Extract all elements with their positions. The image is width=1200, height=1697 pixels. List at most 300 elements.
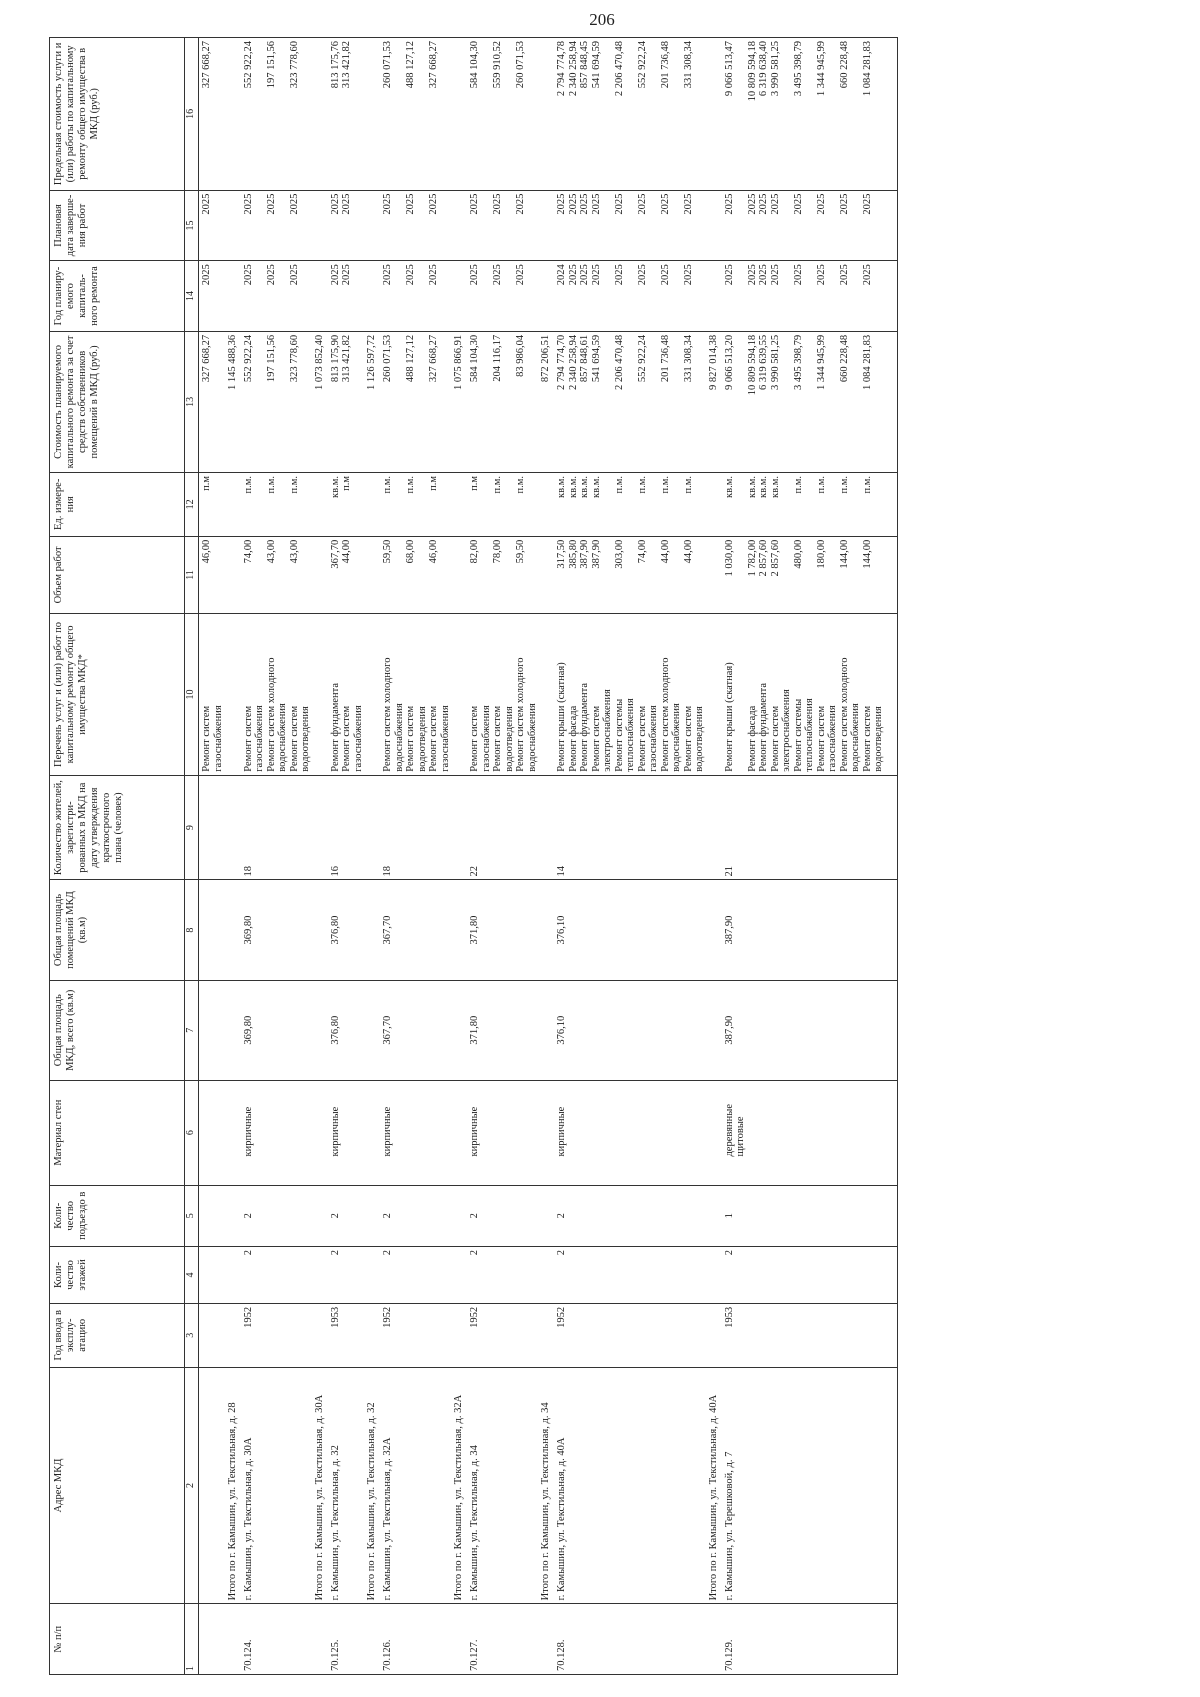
repair-plan-table <box>49 37 898 1675</box>
area-total: 387,90 <box>724 980 736 1080</box>
work-end-date: 2025 <box>199 190 214 261</box>
work-limit-cost: 541 694,59 <box>591 38 603 191</box>
floors-count: 2 <box>724 1247 736 1304</box>
work-unit: кв.м. <box>747 472 759 536</box>
work-name-continued: газоснабжения <box>648 614 660 776</box>
work-name: Ремонт системы <box>793 614 805 776</box>
work-cost: 488 127,12 <box>405 331 417 472</box>
work-unit: п.м <box>428 472 440 536</box>
total-row <box>538 38 556 1675</box>
work-volume: 43,00 <box>266 536 278 613</box>
work-cost: 331 308,34 <box>683 331 695 472</box>
work-cost: 201 736,48 <box>660 331 672 472</box>
table-row <box>428 38 440 1675</box>
work-limit-cost: 260 071,53 <box>382 38 394 191</box>
work-end-date: 2025 <box>839 190 851 261</box>
work-name-continued: водоснабжения <box>277 614 289 776</box>
floors-count: 2 <box>382 1247 394 1304</box>
work-year: 2025 <box>839 261 851 332</box>
col-header-area-premises: Общая площадь помещений МКД (кв.м) <box>50 880 185 980</box>
table-row <box>648 38 660 1675</box>
work-limit-cost: 6 319 638,40 <box>758 38 770 191</box>
work-end-date: 2025 <box>289 190 301 261</box>
table-row <box>827 38 839 1675</box>
area-total: 369,80 <box>243 980 255 1080</box>
table-row <box>591 38 603 1675</box>
column-number: 10 <box>185 614 199 776</box>
work-end-date: 2025 <box>469 190 481 261</box>
entrances-count: 1 <box>724 1185 736 1246</box>
table-row <box>850 38 862 1675</box>
area-total: 367,70 <box>382 980 394 1080</box>
work-unit: п.м. <box>683 472 695 536</box>
work-name-continued: водоотведения <box>300 614 312 776</box>
floors-count: 2 <box>469 1247 481 1304</box>
col-header-num: № п/п <box>50 1604 185 1675</box>
column-number: 3 <box>185 1303 199 1367</box>
table-row <box>243 38 255 1675</box>
work-unit: кв.м. <box>579 472 591 536</box>
area-premises: 367,70 <box>382 880 394 980</box>
total-row <box>312 38 330 1675</box>
work-limit-cost: 660 228,48 <box>839 38 851 191</box>
work-year: 2025 <box>341 261 353 332</box>
work-limit-cost: 197 151,56 <box>266 38 278 191</box>
work-name: Ремонт систем <box>637 614 649 776</box>
work-unit: кв.м. <box>556 472 568 536</box>
work-year: 2025 <box>199 261 214 332</box>
work-volume: 317,50 <box>556 536 568 613</box>
col-header-cost: Стоимость планируемого капитального ремонта за счет средств собственников помещений в МКД (руб.) <box>50 331 185 472</box>
table-row <box>816 38 828 1675</box>
work-name: Ремонт систем <box>405 614 417 776</box>
work-volume: 144,00 <box>862 536 874 613</box>
table-row <box>694 38 706 1675</box>
work-cost: 197 151,56 <box>266 331 278 472</box>
table-row <box>862 38 874 1675</box>
work-unit: п.м. <box>660 472 672 536</box>
work-name: Ремонт систем <box>428 614 440 776</box>
work-end-date: 2025 <box>243 190 255 261</box>
work-cost: 327 668,27 <box>428 331 440 472</box>
table-row <box>515 38 527 1675</box>
work-end-date: 2025 <box>428 190 440 261</box>
area-total: 376,10 <box>556 980 568 1080</box>
work-end-date: 2025 <box>793 190 805 261</box>
work-limit-cost: 1 084 281,83 <box>862 38 874 191</box>
work-end-date: 2025 <box>614 190 626 261</box>
year-built: 1952 <box>556 1303 568 1367</box>
work-name: Ремонт системы <box>614 614 626 776</box>
work-volume: 385,80 <box>568 536 580 613</box>
work-limit-cost: 2 340 258,94 <box>568 38 580 191</box>
table-row <box>254 38 266 1675</box>
total-cost: 1 073 852,40 <box>312 331 330 472</box>
work-year: 2025 <box>770 261 782 332</box>
work-name: Ремонт систем <box>591 614 603 776</box>
work-unit: п.м. <box>816 472 828 536</box>
table-row <box>804 38 816 1675</box>
work-volume: 1 030,00 <box>724 536 736 613</box>
total-label: Итого по г. Камышин, ул. Текстильная, д. 30А <box>312 1367 330 1604</box>
table-row <box>781 38 793 1675</box>
work-unit: п.м. <box>614 472 626 536</box>
table-row <box>747 38 759 1675</box>
work-cost: 260 071,53 <box>382 331 394 472</box>
work-volume: 144,00 <box>839 536 851 613</box>
column-number-row <box>185 38 199 1675</box>
work-name-continued: теплоснабжения <box>804 614 816 776</box>
work-name: Ремонт систем холодного <box>266 614 278 776</box>
work-cost: 2 340 258,94 <box>568 331 580 472</box>
work-name-continued: газоснабжения <box>827 614 839 776</box>
work-limit-cost: 260 071,53 <box>515 38 527 191</box>
work-end-date: 2025 <box>556 190 568 261</box>
house-address: г. Камышин, ул. Текстильная, д. 32А <box>382 1367 394 1604</box>
work-end-date: 2025 <box>816 190 828 261</box>
work-year: 2025 <box>724 261 736 332</box>
work-name: Ремонт фасада <box>568 614 580 776</box>
work-name: Ремонт систем <box>816 614 828 776</box>
work-volume: 82,00 <box>469 536 481 613</box>
row-number: 70.124. <box>243 1604 255 1675</box>
repair-plan-sheet <box>49 37 1184 1675</box>
total-row <box>451 38 469 1675</box>
col-header-area-total: Общая площадь МКД, всего (кв.м) <box>50 980 185 1080</box>
work-cost: 1 084 281,83 <box>862 331 874 472</box>
work-name-continued: газоснабжения <box>353 614 365 776</box>
residents-count: 16 <box>330 775 342 880</box>
work-cost: 327 668,27 <box>199 331 214 472</box>
header-row <box>50 38 185 1675</box>
table-row <box>266 38 278 1675</box>
work-end-date: 2025 <box>591 190 603 261</box>
column-number: 8 <box>185 880 199 980</box>
work-year: 2025 <box>747 261 759 332</box>
work-unit: п.м. <box>839 472 851 536</box>
work-cost: 2 794 774,70 <box>556 331 568 472</box>
work-name-continued: водоотведения <box>504 614 516 776</box>
work-year: 2025 <box>758 261 770 332</box>
table-row <box>469 38 481 1675</box>
table-row <box>556 38 568 1675</box>
table-body <box>199 38 898 1675</box>
work-volume: 59,50 <box>515 536 527 613</box>
column-number: 9 <box>185 775 199 880</box>
work-end-date: 2025 <box>492 190 504 261</box>
work-year: 2025 <box>591 261 603 332</box>
work-unit: п.м. <box>243 472 255 536</box>
row-number: 70.128. <box>556 1604 568 1675</box>
work-name: Ремонт систем <box>199 614 214 776</box>
work-unit: п.м. <box>515 472 527 536</box>
work-unit: кв.м. <box>758 472 770 536</box>
work-limit-cost: 813 175,76 <box>330 38 342 191</box>
work-year: 2025 <box>568 261 580 332</box>
total-row <box>706 38 724 1675</box>
col-header-end-date: Плановая дата заверше- ния работ <box>50 190 185 261</box>
area-premises: 371,80 <box>469 880 481 980</box>
table-row <box>793 38 805 1675</box>
entrances-count: 2 <box>382 1185 394 1246</box>
work-cost: 584 104,30 <box>469 331 481 472</box>
work-year: 2025 <box>614 261 626 332</box>
total-label: Итого по г. Камышин, ул. Текстильная, д. 40А <box>706 1367 724 1604</box>
table-row <box>625 38 637 1675</box>
house-address: г. Камышин, ул. Терешковой, д. 7 <box>724 1367 736 1604</box>
work-volume: 43,00 <box>289 536 301 613</box>
work-name: Ремонт систем <box>770 614 782 776</box>
house-address: г. Камышин, ул. Текстильная, д. 34 <box>469 1367 481 1604</box>
work-volume: 78,00 <box>492 536 504 613</box>
work-year: 2025 <box>515 261 527 332</box>
work-name-continued: водоснабжения <box>850 614 862 776</box>
table-row <box>353 38 365 1675</box>
col-header-volume: Объем работ <box>50 536 185 613</box>
column-number: 15 <box>185 190 199 261</box>
work-name: Ремонт фундамента <box>758 614 770 776</box>
work-limit-cost: 2 794 774,78 <box>556 38 568 191</box>
work-volume: 74,00 <box>637 536 649 613</box>
table-row <box>568 38 580 1675</box>
work-year: 2025 <box>266 261 278 332</box>
table-row <box>683 38 695 1675</box>
work-volume: 74,00 <box>243 536 255 613</box>
work-limit-cost: 331 308,34 <box>683 38 695 191</box>
work-end-date: 2025 <box>341 190 353 261</box>
residents-count: 22 <box>469 775 481 880</box>
entrances-count: 2 <box>469 1185 481 1246</box>
work-volume: 1 782,00 <box>747 536 759 613</box>
work-name: Ремонт систем холодного <box>515 614 527 776</box>
wall-material: кирпичные <box>330 1080 342 1185</box>
table-row <box>724 38 736 1675</box>
work-year: 2025 <box>637 261 649 332</box>
table-row <box>770 38 782 1675</box>
work-volume: 180,00 <box>816 536 828 613</box>
work-cost: 204 116,17 <box>492 331 504 472</box>
work-end-date: 2025 <box>637 190 649 261</box>
work-name-continued: газоснабжения <box>481 614 493 776</box>
work-end-date: 2025 <box>266 190 278 261</box>
work-name: Ремонт систем <box>469 614 481 776</box>
year-built: 1952 <box>469 1303 481 1367</box>
work-limit-cost: 488 127,12 <box>405 38 417 191</box>
work-limit-cost: 3 990 581,25 <box>770 38 782 191</box>
work-volume: 303,00 <box>614 536 626 613</box>
work-name-continued: газоснабжения <box>440 614 452 776</box>
work-name: Ремонт крыши (скатная) <box>556 614 568 776</box>
work-name-continued: электроснабжения <box>781 614 793 776</box>
entrances-count: 2 <box>556 1185 568 1246</box>
wall-material: деревянные <box>724 1080 736 1185</box>
work-volume: 44,00 <box>341 536 353 613</box>
work-name-continued: теплоснабжения <box>625 614 637 776</box>
table-row <box>417 38 429 1675</box>
table-row <box>527 38 539 1675</box>
work-limit-cost: 3 495 398,79 <box>793 38 805 191</box>
row-number: 70.129. <box>724 1604 736 1675</box>
work-end-date: 2025 <box>683 190 695 261</box>
work-name: Ремонт систем холодного <box>382 614 394 776</box>
work-name: Ремонт крыши (скатная) <box>724 614 736 776</box>
work-end-date: 2025 <box>568 190 580 261</box>
area-total: 376,80 <box>330 980 342 1080</box>
table-row <box>671 38 683 1675</box>
col-header-address: Адрес МКД <box>50 1367 185 1604</box>
work-unit: п.м. <box>382 472 394 536</box>
table-row <box>637 38 649 1675</box>
work-name: Ремонт систем <box>683 614 695 776</box>
house-address: г. Камышин, ул. Текстильная, д. 32 <box>330 1367 342 1604</box>
table-row <box>300 38 312 1675</box>
work-end-date: 2025 <box>515 190 527 261</box>
work-year: 2025 <box>243 261 255 332</box>
work-unit: кв.м. <box>770 472 782 536</box>
year-built: 1952 <box>243 1303 255 1367</box>
table-row <box>735 38 747 1675</box>
table-row <box>492 38 504 1675</box>
residents-count: 18 <box>382 775 394 880</box>
work-year: 2025 <box>683 261 695 332</box>
work-limit-cost: 327 668,27 <box>428 38 440 191</box>
table-row <box>602 38 614 1675</box>
work-end-date: 2025 <box>862 190 874 261</box>
work-volume: 387,90 <box>579 536 591 613</box>
work-unit: п.м. <box>289 472 301 536</box>
table-row <box>405 38 417 1675</box>
row-number: 70.125. <box>330 1604 342 1675</box>
col-header-repair-year: Год планиру- емого капиталь- ного ремонта <box>50 261 185 332</box>
total-label: Итого по г. Камышин, ул. Текстильная, д. 32 <box>364 1367 382 1604</box>
col-header-year-built: Год ввода в эксплу- атацию <box>50 1303 185 1367</box>
work-limit-cost: 10 809 594,18 <box>747 38 759 191</box>
work-volume: 46,00 <box>199 536 214 613</box>
work-cost: 323 778,60 <box>289 331 301 472</box>
floors-count: 2 <box>330 1247 342 1304</box>
total-row <box>364 38 382 1675</box>
col-header-limit-cost: Предельная стоимость услуги и (или) работы по капитальному ремонту общего имущества в МКД (руб.) <box>50 38 185 191</box>
area-premises: 376,80 <box>330 880 342 980</box>
work-cost: 552 922,24 <box>637 331 649 472</box>
total-label: Итого по г. Камышин, ул. Текстильная, д. 34 <box>538 1367 556 1604</box>
total-label: Итого по г. Камышин, ул. Текстильная, д. 28 <box>225 1367 243 1604</box>
column-number: 4 <box>185 1247 199 1304</box>
work-cost: 2 206 470,48 <box>614 331 626 472</box>
residents-count: 14 <box>556 775 568 880</box>
col-header-entrances: Коли- чество подъездо в <box>50 1185 185 1246</box>
work-year: 2025 <box>862 261 874 332</box>
work-cost: 3 495 398,79 <box>793 331 805 472</box>
total-label: Итого по г. Камышин, ул. Текстильная, д. 32А <box>451 1367 469 1604</box>
work-end-date: 2025 <box>747 190 759 261</box>
work-limit-cost: 327 668,27 <box>199 38 214 191</box>
wall-material: кирпичные <box>382 1080 394 1185</box>
work-unit: п.м. <box>405 472 417 536</box>
area-premises: 376,10 <box>556 880 568 980</box>
work-cost: 660 228,48 <box>839 331 851 472</box>
work-name: Ремонт систем <box>341 614 353 776</box>
table-row <box>614 38 626 1675</box>
table-row <box>440 38 452 1675</box>
work-unit: кв.м. <box>568 472 580 536</box>
work-year: 2025 <box>289 261 301 332</box>
year-built: 1952 <box>382 1303 394 1367</box>
work-unit: п.м. <box>492 472 504 536</box>
work-year: 2025 <box>816 261 828 332</box>
work-year: 2025 <box>405 261 417 332</box>
work-name: Ремонт фундамента <box>579 614 591 776</box>
residents-count: 21 <box>724 775 736 880</box>
work-name: Ремонт фундамента <box>330 614 342 776</box>
work-unit: п.м <box>341 472 353 536</box>
area-premises: 369,80 <box>243 880 255 980</box>
work-cost: 313 421,82 <box>341 331 353 472</box>
work-name: Ремонт систем <box>243 614 255 776</box>
work-name-continued: водоснабжения <box>394 614 406 776</box>
column-number: 16 <box>185 38 199 191</box>
work-cost: 9 066 513,20 <box>724 331 736 472</box>
work-cost: 3 990 581,25 <box>770 331 782 472</box>
work-year: 2024 <box>556 261 568 332</box>
table-row <box>758 38 770 1675</box>
house-address: г. Камышин, ул. Текстильная, д. 30А <box>243 1367 255 1604</box>
work-cost: 541 694,59 <box>591 331 603 472</box>
total-cost: 1 075 866,91 <box>451 331 469 472</box>
table-row <box>873 38 885 1675</box>
column-number: 14 <box>185 261 199 332</box>
column-number: 11 <box>185 536 199 613</box>
work-name-continued: газоснабжения <box>213 614 225 776</box>
work-end-date: 2025 <box>724 190 736 261</box>
residents-count: 18 <box>243 775 255 880</box>
work-end-date: 2025 <box>660 190 672 261</box>
work-name: Ремонт систем холодного <box>839 614 851 776</box>
work-volume: 480,00 <box>793 536 805 613</box>
entrances-count: 2 <box>330 1185 342 1246</box>
table-row <box>660 38 672 1675</box>
work-end-date: 2025 <box>405 190 417 261</box>
work-limit-cost: 9 066 513,47 <box>724 38 736 191</box>
work-limit-cost: 584 104,30 <box>469 38 481 191</box>
area-premises: 387,90 <box>724 880 736 980</box>
col-header-residents: Количество жителей, зарегистри- рованных в МКД на дату утверждения краткосрочного плана (человек) <box>50 775 185 880</box>
work-name-continued: водоотведения <box>694 614 706 776</box>
work-limit-cost: 1 344 945,99 <box>816 38 828 191</box>
table-row <box>382 38 394 1675</box>
table-row <box>504 38 516 1675</box>
work-cost: 6 319 639,55 <box>758 331 770 472</box>
column-number: 2 <box>185 1367 199 1604</box>
work-volume: 2 857,60 <box>758 536 770 613</box>
floors-count: 2 <box>556 1247 568 1304</box>
work-cost: 813 175,90 <box>330 331 342 472</box>
work-cost: 1 344 945,99 <box>816 331 828 472</box>
work-name: Ремонт систем <box>289 614 301 776</box>
wall-material: кирпичные <box>469 1080 481 1185</box>
table-row <box>330 38 342 1675</box>
row-number: 70.127. <box>469 1604 481 1675</box>
work-volume: 387,90 <box>591 536 603 613</box>
total-cost: 1 126 597,72 <box>364 331 382 472</box>
work-name: Ремонт систем <box>862 614 874 776</box>
work-name-continued: водоснабжения <box>671 614 683 776</box>
work-end-date: 2025 <box>758 190 770 261</box>
work-volume: 44,00 <box>683 536 695 613</box>
row-number: 70.126. <box>382 1604 394 1675</box>
work-unit: кв.м. <box>724 472 736 536</box>
col-header-wall-material: Материал стен <box>50 1080 185 1185</box>
